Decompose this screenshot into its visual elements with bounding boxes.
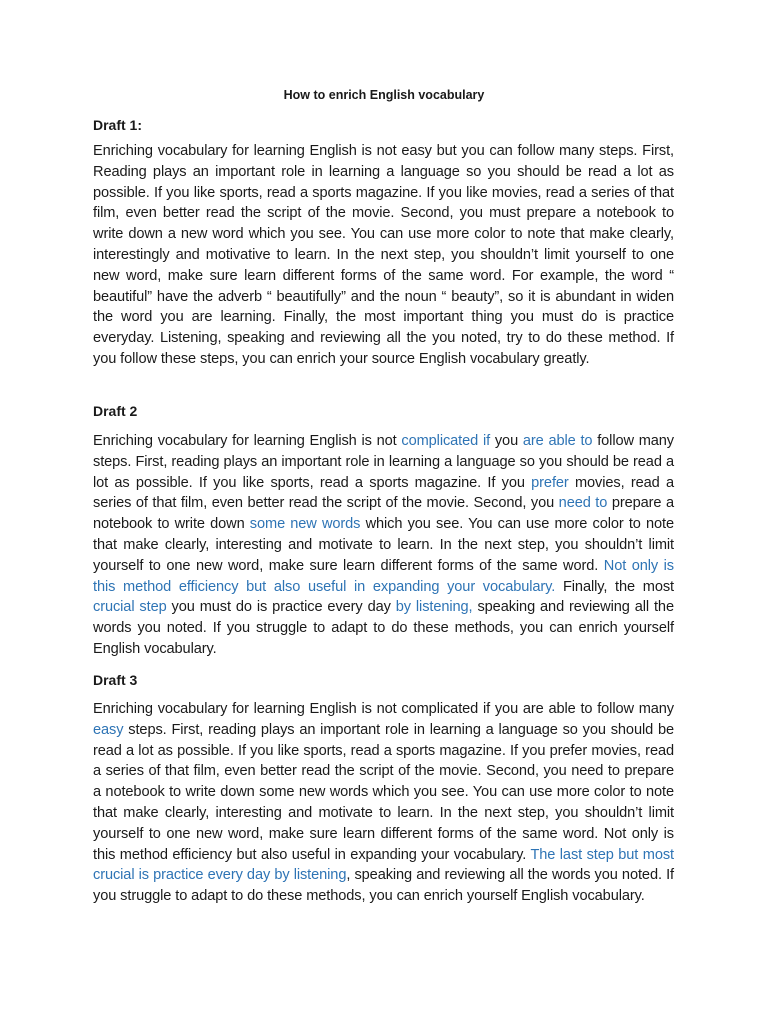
highlighted-text: crucial step	[93, 599, 167, 616]
highlighted-text: some new words	[249, 516, 361, 533]
highlighted-text: are able to	[522, 433, 593, 449]
highlighted-text: Not only is this method efficiency but also useful in expanding your vocabulary.	[93, 557, 675, 595]
paragraph-text: which you see. You can use more color to note that make clearly, interesting and motivate to learn. In the next step, you shouldn’t limit yourself to one new word, make sure learn different forms of the same word.	[93, 516, 674, 574]
highlighted-text: complicated if	[401, 433, 491, 449]
paragraph-text: , speaking and reviewing all the words you noted. If you struggle to adapt to do these methods, you can enrich yourself English vocabulary.	[93, 867, 674, 905]
paragraph-text: steps. First, reading plays an important role in learning a language so you should be read a lot as possible. If you like sports, read a sports magazine. If you prefer movies, read a series of that film, even better read the script of the movie. Second, you need to prepare a notebook to write down some new words which you see. You can use more color to note that make clearly, interesting and motivate to learn. In the next step, you shouldn’t limit yourself to one new word, make sure learn different forms of the same word. Not only is this method efficiency but also useful in expanding your vocabulary.	[93, 721, 674, 863]
paragraph-text: speaking and reviewing all the words you noted. If you struggle to adapt to do these methods, you can enrich yourself English vocabulary.	[93, 599, 674, 657]
draft-1-heading: Draft 1:	[93, 117, 143, 133]
draft-2-heading: Draft 2	[93, 403, 138, 419]
paragraph-text: Finally, the most	[555, 578, 674, 595]
paragraph-text: Enriching vocabulary for learning English is not easy but you can follow many steps. First, Reading plays an important role in learning a language so you should be read a lot as possible. If you like sports, read a sports magazine. If you like movies, read a series of that film, even better read the script of the movie. Second, you must prepare a notebook to write down a new word which you see. You can use more color to note that make clearly, interestingly and motivative to learn. In the next step, you shouldn’t limit yourself to one new word, make sure learn different forms of the same word. For example, the word “ beautiful” have the adverb “ beautifully” and the noun “ beauty”, so it is abundant in widen the word you are learning. Finally, the most important thing you must do is practice everyday. Listening, speaking and reviewing all the you noted, try to do these method. If you follow these steps, you can enrich your source English vocabulary greatly.	[93, 143, 674, 367]
draft-1-paragraph	[93, 141, 674, 370]
draft-3-paragraph	[93, 699, 674, 907]
document-title: How to enrich English vocabulary	[283, 88, 485, 102]
paragraph-text: prepare a notebook to write down	[93, 495, 674, 533]
paragraph-text: follow many steps. First, reading plays an important role in learning a language so you should be read a lot as possible. If you like sports, read a sports magazine. If you	[93, 433, 674, 491]
highlighted-text: The last step but most crucial is practice every day by listening	[93, 846, 674, 884]
highlighted-text: by listening,	[395, 599, 473, 616]
draft-3-heading: Draft 3	[93, 672, 138, 688]
paragraph-text: you must do is practice every day	[166, 599, 396, 616]
paragraph-text: Enriching vocabulary for learning English is not	[93, 433, 402, 449]
highlighted-text: easy	[93, 721, 124, 738]
highlighted-text: need to	[558, 495, 608, 512]
draft-2-paragraph	[93, 431, 674, 660]
paragraph-text: movies, read a series of that film, even better read the script of the movie. Second, you	[93, 474, 674, 512]
highlighted-text: prefer	[531, 474, 569, 491]
paragraph-text: Enriching vocabulary for learning English is not complicated if you are able to follow many	[93, 701, 674, 717]
paragraph-text: you	[490, 433, 523, 449]
